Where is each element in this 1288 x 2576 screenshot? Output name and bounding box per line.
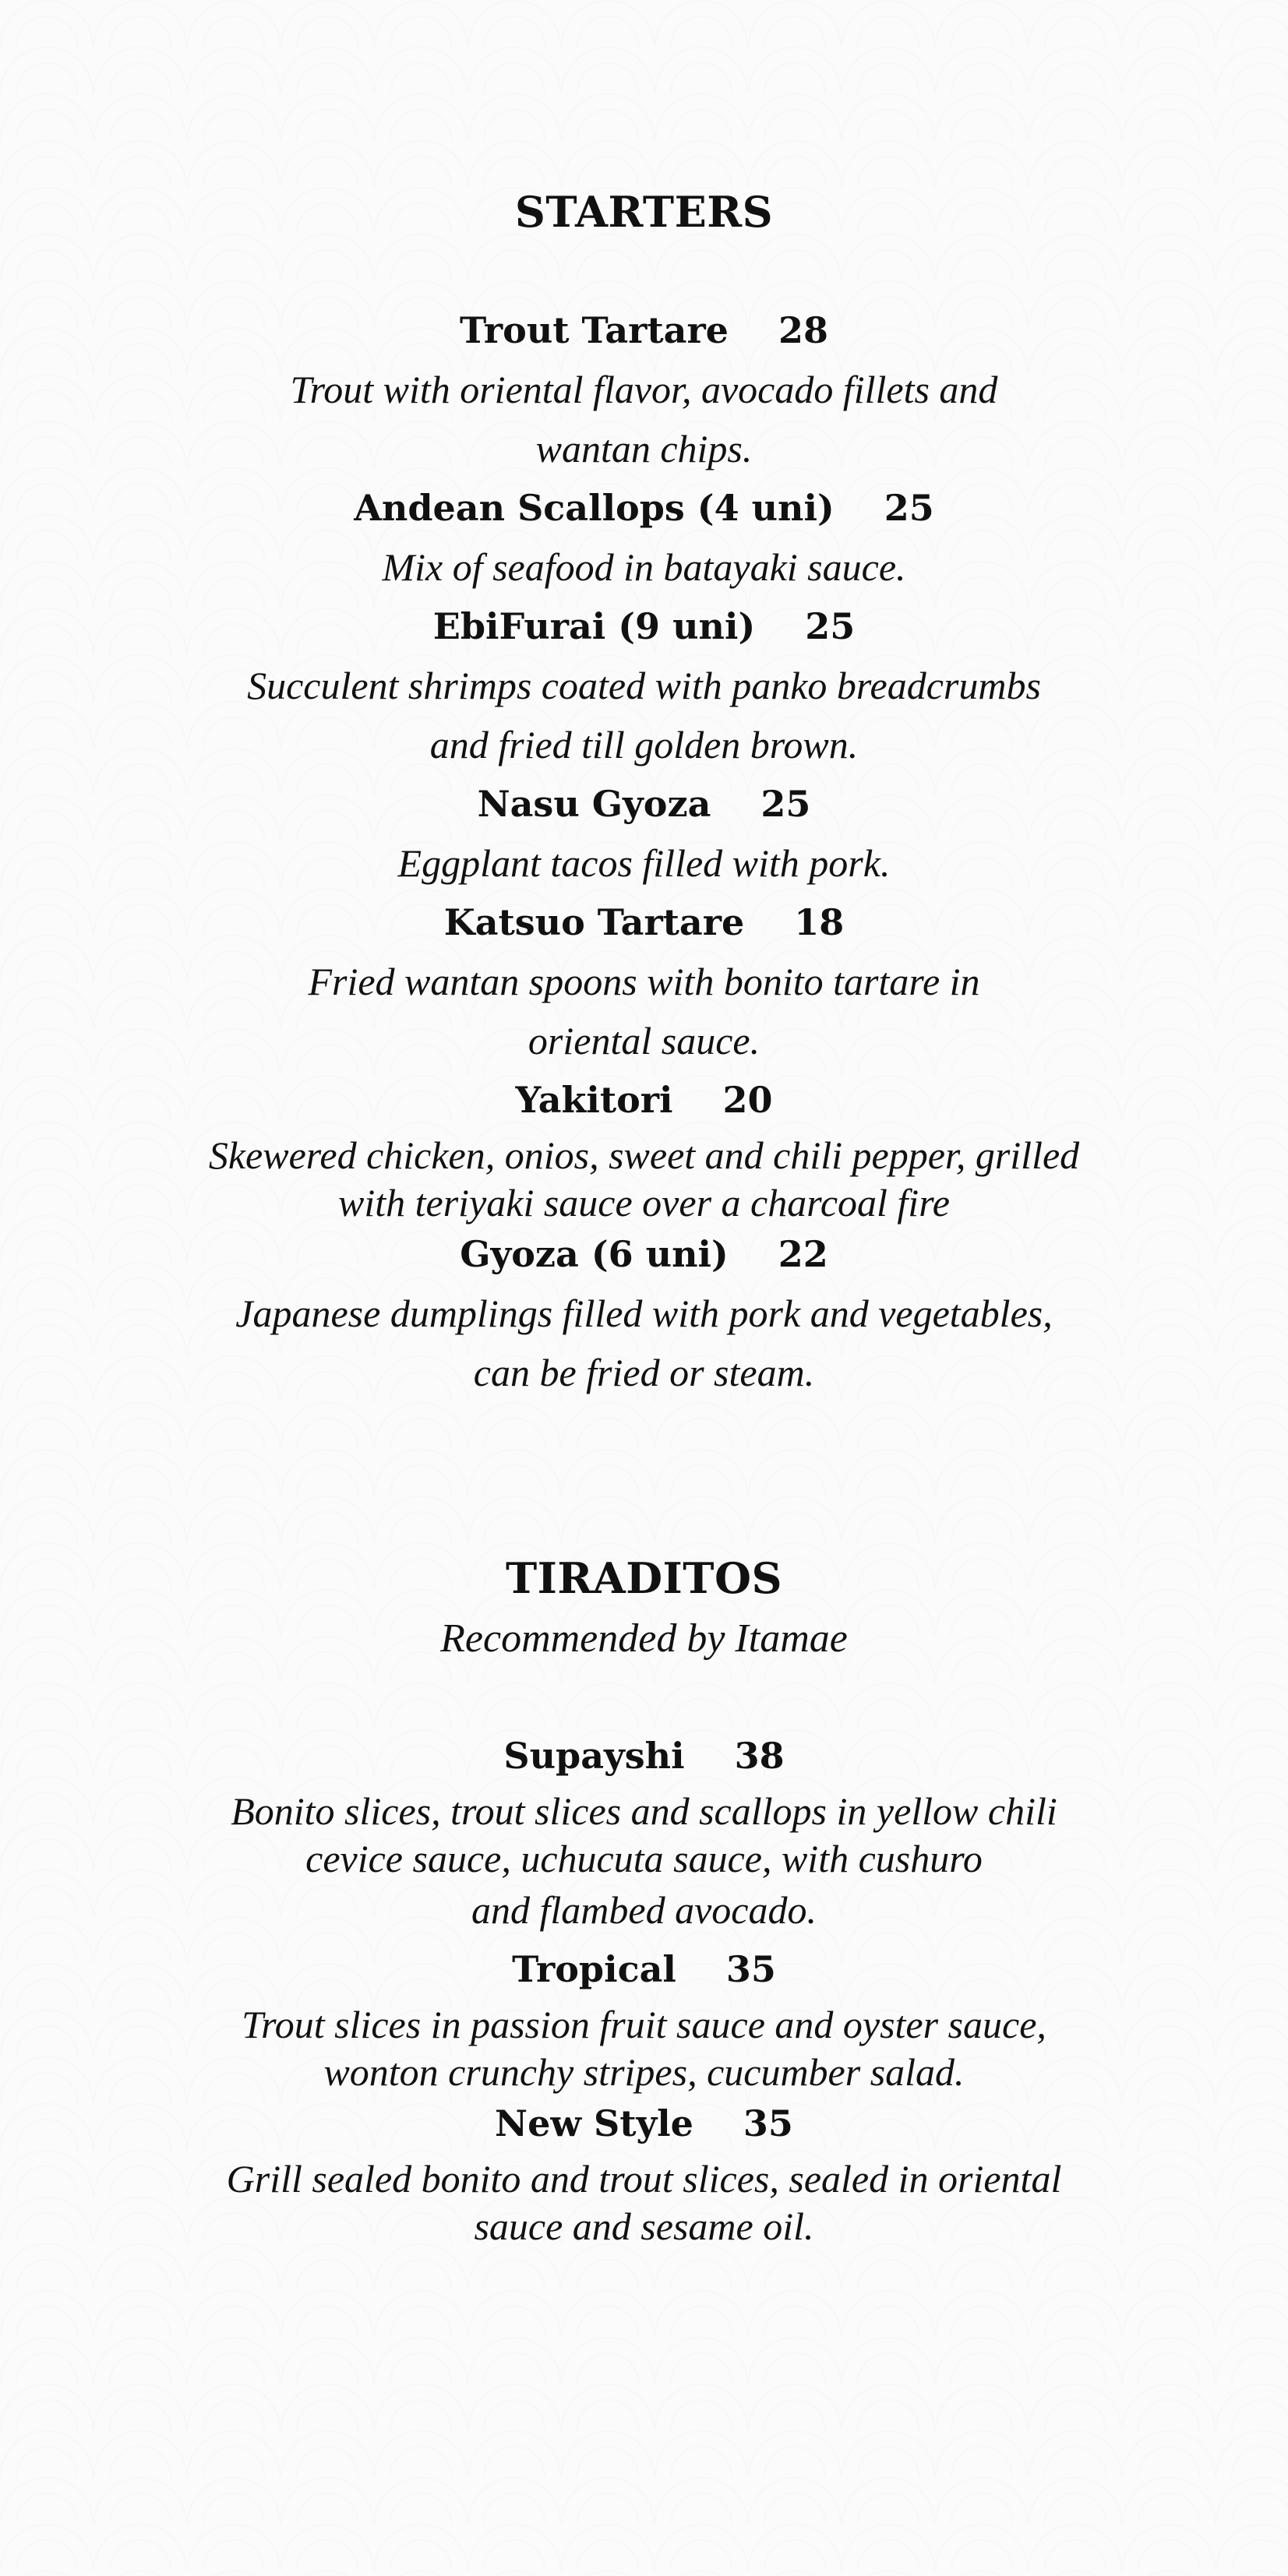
section-title-tiraditos: TIRADITOS [505,1553,783,1603]
item-header [0,893,1288,952]
menu-item [0,893,1288,1070]
item-description [0,833,1288,893]
item-header [0,2094,1288,2153]
item-description [0,1999,1288,2094]
menu-item [0,1070,1288,1225]
item-description [0,1785,1288,1940]
section-subtitle-tiraditos: Recommended by Itamae [440,1616,848,1661]
item-price: 35 [725,1948,776,1990]
item-header [0,1070,1288,1129]
item-description [0,1284,1288,1402]
item-description-line: Trout slices in passion fruit sauce and oyster sauce, [242,2003,1046,2046]
item-header [0,478,1288,537]
item-description-line: Succulent shrimps coated with panko breadcrumbs [247,664,1041,707]
menu-item [0,301,1288,478]
item-name: Tropical [512,1948,676,1990]
item-name: Gyoza (6 uni) [460,1233,729,1275]
menu-item [0,478,1288,597]
item-description-line: cevice sauce, uchucuta sauce, with cushuro [305,1837,983,1880]
menu-item [0,597,1288,774]
section-title-starters: STARTERS [514,187,774,237]
item-price: 38 [734,1735,785,1777]
item-name: Trout Tartare [460,309,729,351]
item-description [0,537,1288,597]
item-description-line: Japanese dumplings filled with pork and vegetables, [235,1292,1053,1335]
item-header [0,1726,1288,1785]
item-description-line: Bonito slices, trout slices and scallops in yellow chili [231,1789,1057,1833]
item-name: Katsuo Tartare [443,901,745,943]
item-header [0,597,1288,656]
item-price: 25 [760,783,811,825]
item-name: New Style [495,2102,693,2144]
item-description [0,360,1288,478]
item-price: 25 [805,605,856,647]
item-description-line: and flambed avocado. [471,1888,817,1932]
item-header [0,1940,1288,1999]
item-name: Supayshi [503,1735,685,1777]
item-description-line: oriental sauce. [528,1019,760,1062]
starters-list [0,301,1288,1402]
item-description [0,656,1288,774]
tiraditos-list [0,1726,1288,2248]
tiraditos-section [0,1547,1288,2248]
item-description-line: Trout with oriental flavor, avocado fillets and [290,368,998,411]
item-name: Yakitori [515,1079,673,1121]
item-description [0,952,1288,1070]
item-description-line: Eggplant tacos filled with pork. [397,841,891,885]
item-description-line: sauce and sesame oil. [474,2204,814,2248]
menu-item [0,1940,1288,2094]
item-price: 22 [778,1233,828,1275]
menu-item [0,2094,1288,2248]
item-description-line: Fried wantan spoons with bonito tartare in [308,960,980,1003]
item-description [0,1129,1288,1225]
starters-section [0,181,1288,1402]
item-price: 18 [794,901,845,943]
item-description-line: and fried till golden brown. [429,723,859,766]
item-description-line: wantan chips. [535,427,753,470]
item-description-line: Skewered chicken, onios, sweet and chili pepper, grilled [208,1133,1080,1177]
item-header [0,301,1288,360]
item-name: EbiFurai (9 uni) [432,605,756,647]
item-price: 28 [778,309,828,351]
menu-item [0,1225,1288,1402]
item-header [0,1225,1288,1284]
item-description [0,2153,1288,2248]
item-description-line: wonton crunchy stripes, cucumber salad. [323,2050,965,2094]
item-description-line: Mix of seafood in batayaki sauce. [382,545,906,589]
item-header [0,774,1288,833]
menu-item [0,1726,1288,1940]
item-price: 20 [722,1079,773,1121]
item-name: Andean Scallops (4 uni) [354,487,835,529]
item-description-line: Grill sealed bonito and trout slices, sealed in oriental [226,2157,1062,2201]
item-price: 35 [743,2102,793,2144]
item-name: Nasu Gyoza [477,783,711,825]
item-price: 25 [884,487,934,529]
menu-item [0,774,1288,893]
item-description-line: can be fried or steam. [473,1351,815,1394]
item-description-line: with teriyaki sauce over a charcoal fire [338,1181,950,1225]
